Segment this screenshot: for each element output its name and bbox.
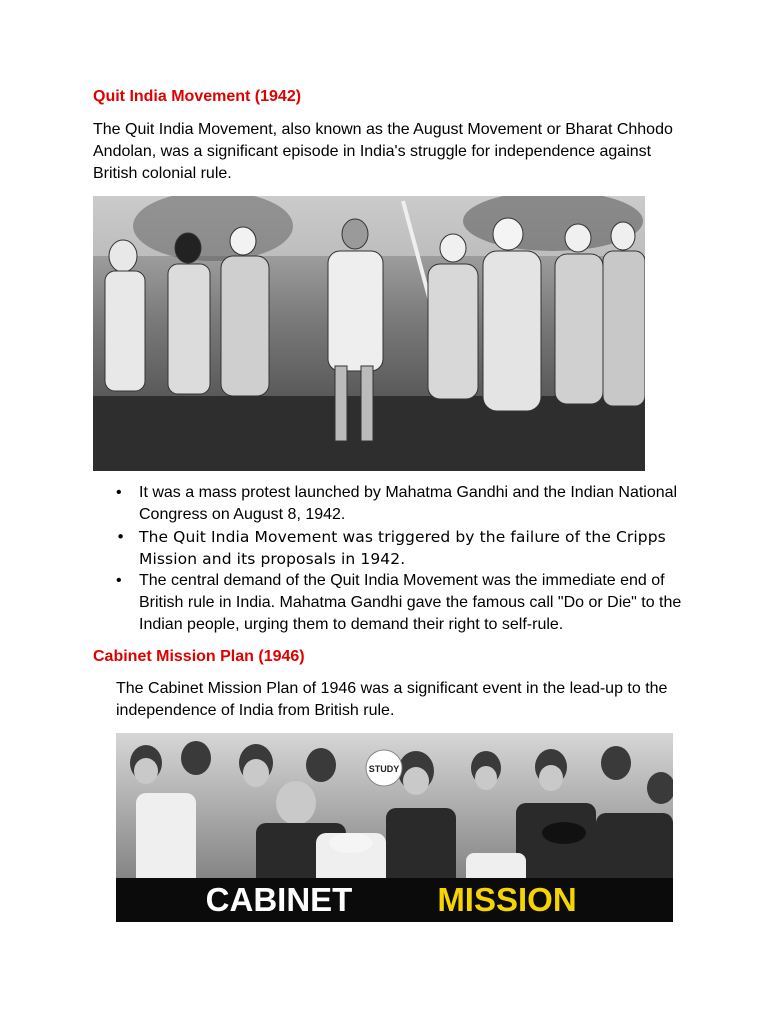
bullet-marker: • xyxy=(116,572,122,589)
bullet-text: The Quit India Movement was triggered by the failure of the Cripps Mission and its proposals in 1942. xyxy=(139,528,666,568)
quit-india-march-photo xyxy=(93,196,645,471)
bullet-item xyxy=(116,482,686,526)
section-title-quit-india: Quit India Movement (1942) xyxy=(93,88,302,105)
quit-india-bullet-list xyxy=(116,482,686,636)
bullet-marker: • xyxy=(116,484,122,501)
bullet-item xyxy=(116,526,686,570)
bullet-text: The central demand of the Quit India Movement was the immediate end of British rule in India. Mahatma Gandhi gave the famous call "Do or Die" to the Indian people, urging them to demand their right to self-rule. xyxy=(139,572,682,633)
caption-word-mission: MISSION xyxy=(437,881,577,918)
cabinet-mission-illustration xyxy=(116,733,673,922)
section-title-cabinet-mission: Cabinet Mission Plan (1946) xyxy=(93,648,305,665)
section-intro-cabinet-mission: The Cabinet Mission Plan of 1946 was a significant event in the lead-up to the independence of India from British rule. xyxy=(116,680,668,719)
section-intro-quit-india: The Quit India Movement, also known as the August Movement or Bharat Chhodo Andolan, was a significant episode in India's struggle for independence against British colonial rule. xyxy=(93,121,673,182)
bullet-text: It was a mass protest launched by Mahatma Gandhi and the Indian National Congress on August 8, 1942. xyxy=(139,484,678,523)
study-logo-text: STUDY xyxy=(368,764,400,774)
bullet-item xyxy=(116,570,686,636)
caption-word-cabinet: CABINET xyxy=(205,881,353,918)
quit-india-march-illustration xyxy=(93,196,645,471)
cabinet-mission-photo xyxy=(116,733,673,922)
bullet-marker: • xyxy=(116,528,126,546)
